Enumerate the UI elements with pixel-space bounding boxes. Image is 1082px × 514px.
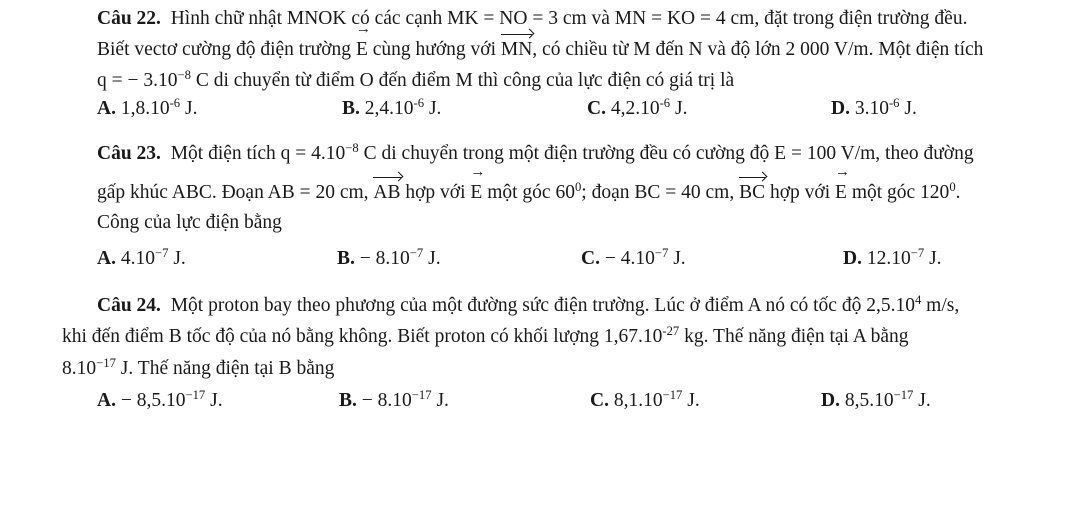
q23-option-b[interactable] [337, 246, 441, 272]
q22-line-3 [97, 68, 734, 94]
q23-option-d[interactable] [843, 246, 942, 272]
option-letter: D. [821, 390, 840, 411]
option-letter: D. [843, 248, 862, 269]
q23-text-1b: C di chuyển trong một điện trường đều có cường độ E = 100 V/m, theo đường [358, 143, 974, 164]
q22-label: Câu 22. [97, 8, 161, 29]
option-value: − 4.10 [604, 248, 655, 269]
option-letter: C. [581, 248, 600, 269]
q23-text-2a: gấp khúc ABC. Đoạn AB = 20 cm, [97, 182, 374, 203]
option-unit: J. [670, 98, 688, 119]
q24-option-d[interactable] [821, 388, 931, 414]
degree-mark: 0 [574, 180, 582, 195]
q23-exp: −8 [345, 141, 359, 156]
option-unit: J. [913, 390, 931, 411]
q24-exp-1: 4 [914, 293, 922, 308]
option-value: − 8,5.10 [120, 390, 186, 411]
q24-line-3 [62, 356, 334, 382]
option-exp: -6 [169, 96, 181, 111]
option-letter: A. [97, 98, 116, 119]
vector-e: E → [470, 180, 482, 206]
q23-text-2f: một góc 120 [846, 182, 950, 203]
option-value: 2,4.10 [364, 98, 414, 119]
option-letter: C. [590, 390, 609, 411]
option-letter: A. [97, 390, 116, 411]
q22-text-2a: Biết vectơ cường độ điện trường [97, 39, 356, 60]
q23-text-1a: Một điện tích q = 4.10 [170, 143, 346, 164]
option-letter: D. [831, 98, 850, 119]
option-value: 1,8.10 [120, 98, 170, 119]
option-value: − 8.10 [359, 248, 410, 269]
vector-bc: BC [739, 180, 765, 206]
option-unit: J. [668, 248, 686, 269]
option-exp: -6 [413, 96, 425, 111]
q24-text-3a: 8.10 [62, 358, 97, 379]
option-unit: J. [205, 390, 223, 411]
option-exp: −17 [893, 388, 914, 403]
q24-exp-3: −17 [96, 356, 116, 371]
q23-text-3: Công của lực điện bằng [97, 212, 282, 233]
option-unit: J. [423, 248, 441, 269]
q24-exp-2: -27 [662, 324, 680, 339]
option-letter: A. [97, 248, 116, 269]
q23-line-2 [97, 180, 961, 206]
q24-text-2b: kg. Thế năng điện tại A bằng [679, 326, 909, 347]
option-letter: C. [587, 98, 606, 119]
vector-ab: AB [373, 180, 400, 206]
option-letter: B. [342, 98, 360, 119]
q24-line-2 [62, 324, 909, 350]
option-value: − 8.10 [361, 390, 412, 411]
option-exp: −7 [654, 246, 669, 261]
option-exp: −7 [154, 246, 169, 261]
option-exp: −17 [411, 388, 432, 403]
q23-option-a[interactable] [97, 246, 186, 272]
q22-option-c[interactable] [587, 96, 687, 122]
option-exp: -6 [888, 96, 900, 111]
q22-line-1 [97, 6, 967, 32]
q24-text-1b: m/s, [921, 295, 960, 316]
option-value: 4,2.10 [610, 98, 660, 119]
q23-text-2b: hợp với [400, 182, 471, 203]
q22-exp: −8 [177, 68, 191, 83]
option-unit: J. [682, 390, 700, 411]
q22-option-d[interactable] [831, 96, 917, 122]
option-value: 4.10 [120, 248, 155, 269]
option-value: 3.10 [854, 98, 889, 119]
option-unit: J. [424, 98, 442, 119]
option-value: 12.10 [866, 248, 911, 269]
q24-line-1 [97, 293, 959, 319]
option-exp: −17 [662, 388, 683, 403]
q24-option-a[interactable] [97, 388, 223, 414]
q23-label: Câu 23. [97, 143, 161, 164]
option-value: 8,1.10 [613, 390, 663, 411]
option-exp: −7 [409, 246, 424, 261]
degree-mark: 0 [949, 180, 956, 195]
option-letter: B. [337, 248, 355, 269]
q22-text-3a: q = − 3.10 [97, 70, 178, 91]
vector-mn: MN [501, 37, 532, 63]
q23-text-2e: hợp với [765, 182, 836, 203]
option-exp: −7 [910, 246, 925, 261]
q23-text-2c: một góc 60 [482, 182, 575, 203]
option-unit: J. [899, 98, 917, 119]
q22-text-2c: , có chiều từ M đến N và độ lớn 2 000 V/m. Một điện tích [532, 39, 984, 60]
q22-option-b[interactable] [342, 96, 441, 122]
q24-text-3b: J. Thế năng điện tại B bằng [115, 358, 335, 379]
q23-line-3 [97, 210, 282, 236]
q24-text-2a: khi đến điểm B tốc độ của nó bằng không. Biết proton có khối lượng 1,67.10 [62, 326, 663, 347]
q22-line-2 [97, 37, 983, 63]
q24-label: Câu 24. [97, 295, 161, 316]
option-letter: B. [339, 390, 357, 411]
q22-text-1: Hình chữ nhật MNOK có các cạnh MK = NO = 3 cm và MN = KO = 4 cm, đặt trong điện trường đều. [170, 8, 968, 29]
q22-text-3b: C di chuyển từ điểm O đến điểm M thì công của lực điện có giá trị là [190, 70, 735, 91]
option-unit: J. [924, 248, 942, 269]
q22-text-2b: cùng hướng với [367, 39, 501, 60]
q23-text-2d: ; đoạn BC = 40 cm, [581, 182, 740, 203]
q23-option-c[interactable] [581, 246, 686, 272]
option-unit: J. [168, 248, 186, 269]
q24-text-1a: Một proton bay theo phương của một đường sức điện trường. Lúc ở điểm A nó có tốc độ 2,5.10 [170, 295, 915, 316]
q24-option-b[interactable] [339, 388, 449, 414]
option-unit: J. [180, 98, 198, 119]
option-value: 8,5.10 [844, 390, 894, 411]
option-unit: J. [431, 390, 449, 411]
vector-e: E → [835, 180, 847, 206]
q24-option-c[interactable] [590, 388, 700, 414]
q23-text-2g: . [955, 182, 961, 203]
option-exp: -6 [659, 96, 671, 111]
vector-e: E → [356, 37, 368, 63]
option-exp: −17 [185, 388, 206, 403]
q22-option-a[interactable] [97, 96, 197, 122]
